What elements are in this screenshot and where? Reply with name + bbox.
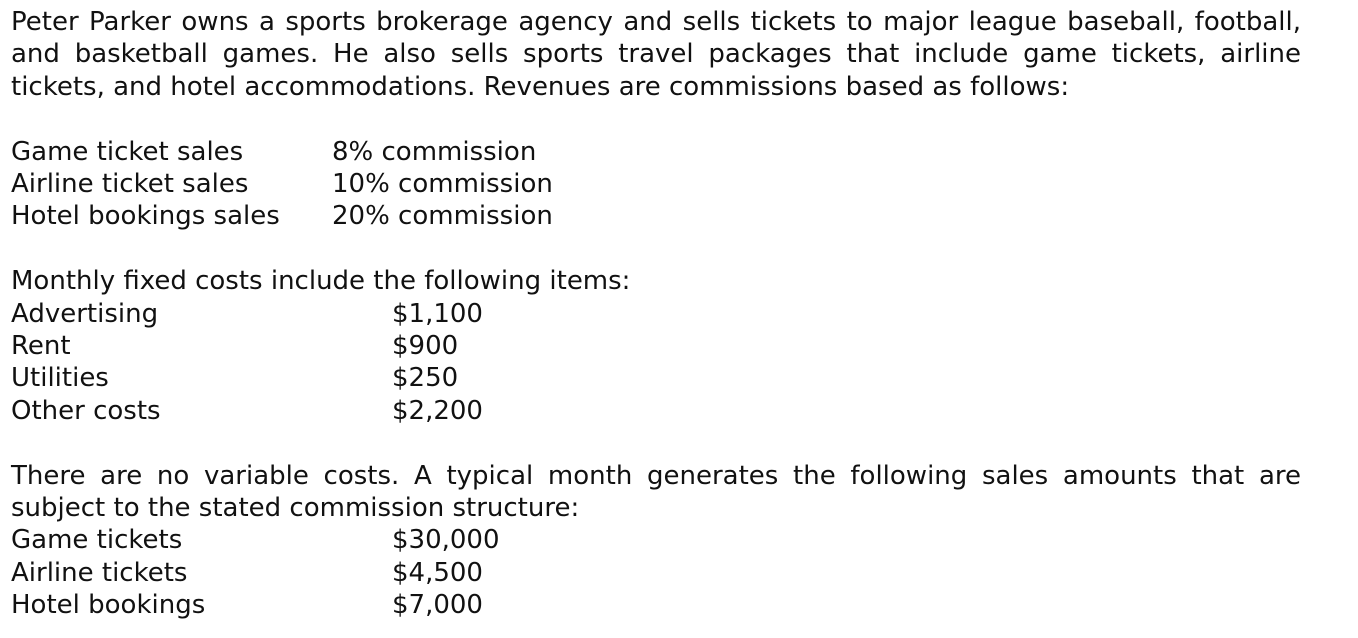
sales-value: $7,000: [392, 590, 483, 621]
commission-table: [11, 136, 1301, 233]
commission-value: 20% commission: [332, 201, 553, 232]
sales-value: $30,000: [392, 525, 500, 556]
commission-row: [11, 200, 1301, 232]
spacer: [11, 427, 1301, 459]
fixed-cost-value: $900: [392, 330, 459, 361]
sales-value: $4,500: [392, 557, 483, 588]
sales-label: Hotel bookings: [11, 590, 206, 621]
fixed-cost-label: Other costs: [11, 395, 161, 426]
fixed-cost-row: [11, 298, 1301, 330]
fixed-cost-value: $1,100: [392, 298, 483, 329]
fixed-cost-row: [11, 395, 1301, 427]
commission-value: 10% commission: [332, 169, 553, 199]
fixed-costs-section: [11, 265, 1301, 427]
fixed-costs-heading: Monthly fixed costs include the following items:: [11, 266, 631, 297]
commission-row: [11, 168, 1301, 200]
sales-row: [11, 524, 1301, 556]
sales-label: Game tickets: [11, 525, 183, 556]
commission-label: Airline ticket sales: [11, 169, 249, 199]
fixed-cost-label: Rent: [11, 330, 71, 361]
commission-label: Game ticket sales: [11, 136, 244, 167]
fixed-cost-value: $2,200: [392, 395, 483, 426]
sales-section: [11, 460, 1301, 622]
fixed-cost-row: [11, 330, 1301, 362]
sales-row: [11, 589, 1301, 621]
fixed-cost-label: Advertising: [11, 298, 159, 329]
spacer: [11, 233, 1301, 265]
sales-paragraph: There are no variable costs. A typical month generates the following sales amounts that are subject to the stated commission structure:: [11, 460, 1301, 523]
fixed-cost-label: Utilities: [11, 363, 109, 394]
sales-label: Airline tickets: [11, 557, 188, 588]
intro-paragraph: Peter Parker owns a sports brokerage agency and sells tickets to major league baseball, football, and basketball games. He also sells sports travel packages that include game tickets, airline tickets, and hotel accommodations. Revenues are commissions based as follows:: [11, 7, 1301, 102]
fixed-cost-row: [11, 362, 1301, 394]
spacer: [11, 103, 1301, 135]
commission-value: 8% commission: [332, 136, 537, 167]
fixed-cost-value: $250: [392, 363, 459, 394]
commission-row: [11, 136, 1301, 168]
sales-row: [11, 557, 1301, 589]
commission-label: Hotel bookings sales: [11, 201, 280, 232]
